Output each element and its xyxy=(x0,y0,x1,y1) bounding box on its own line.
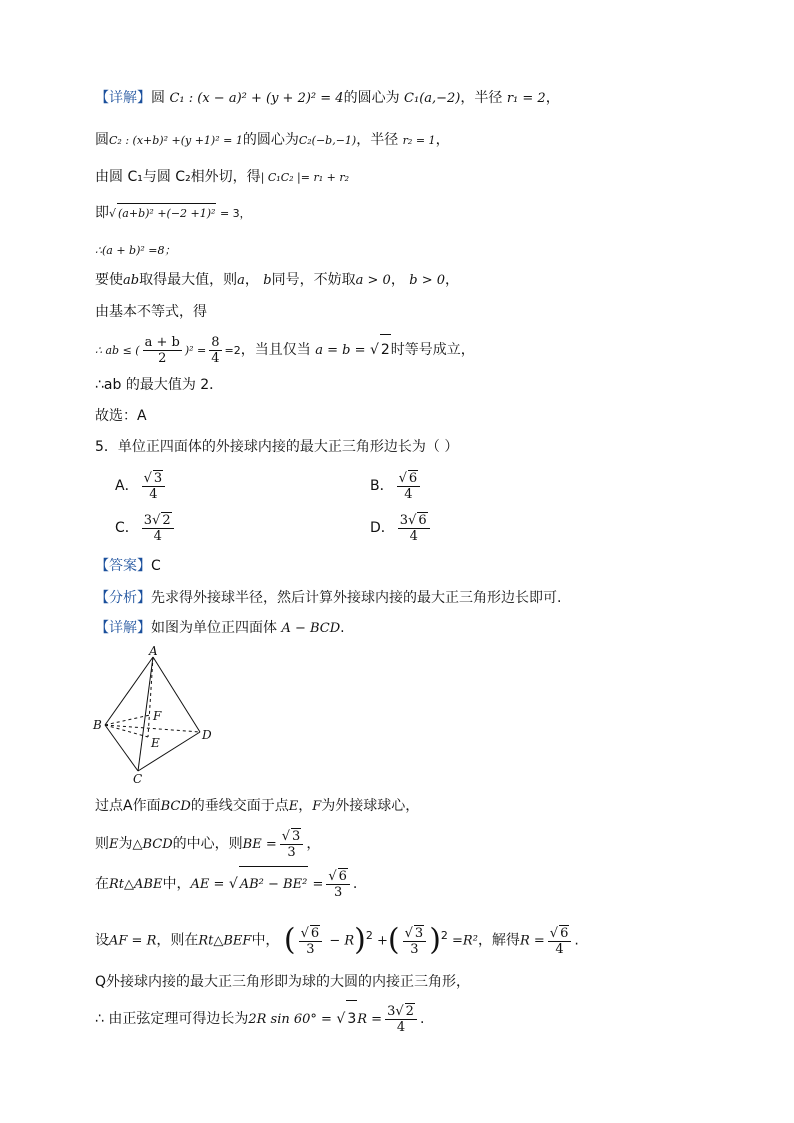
label-b: B xyxy=(93,718,102,732)
detail-line-2: 圆C₂ : (x+b)² +(y +1)² = 1的圆心为C₂(−b,−1)，半径 r₂ = 1， xyxy=(95,132,450,148)
solution-line-3: 在Rt△ABE中，AE = √ AB² − BE² = $\frac{√ 6}{3}$ . xyxy=(95,866,357,903)
detail-line-7: 由基本不等式，得 xyxy=(95,304,207,320)
detail-line-9: ∴ab 的最大值为 2． xyxy=(95,377,224,393)
detail-line-10: 故选：A xyxy=(95,408,147,424)
label-f: F xyxy=(153,709,162,723)
option-c[interactable]: C． $\frac{3√ 2}{4}$ xyxy=(115,512,177,544)
detail-line-3: 由圆 C₁与圆 C₂相外切，得| C₁C₂ |= r₁ + r₂ xyxy=(95,169,350,185)
solution-line-2: 则E为△BCD的中心，则BE = $\frac{√ 3}{3}$ ， xyxy=(95,829,321,860)
detail-line-4: 即√ (a+b)² +(−2 +1)² = 3， xyxy=(95,203,251,224)
detail-tag: 【详解】 xyxy=(95,90,151,106)
segment-bf xyxy=(105,715,150,725)
detail-line-1: 【详解】圆 C₁ : (x − a)² + (y + 2)² = 4的圆心为 C₁(a,−2)，半径 r₁ = 2， xyxy=(95,90,560,106)
detail-line-8: ∴ ab ≤ ( $\frac{a + b}{2}$ )² = $\frac{8}{4}$ =2，当且仅当 a = b = √ 2时等号成立， xyxy=(95,334,475,366)
edge-cd xyxy=(138,732,200,771)
edge-ac xyxy=(138,657,153,771)
detail-line-6: 要使ab取得最大值，则a， b同号，不妨取a > 0， b > 0， xyxy=(95,272,460,288)
solution-line-1: 过点A作面BCD的垂线交面于点E，F为外接球球心， xyxy=(95,798,420,814)
label-d: D xyxy=(202,728,212,742)
tetrahedron-figure xyxy=(90,645,220,785)
label-e: E xyxy=(151,736,160,750)
solution-line-4: 设AF = R，则在Rt△BEF中， ( $\frac{√ 6}{3}$ − R)$^2$ +( $\frac{√ 3}{3}$ )$^2$ =R²，解得R = $\frac{√ 6}{4}$ . xyxy=(95,922,579,958)
detail2-line: 【详解】如图为单位正四面体 A − BCD. xyxy=(95,620,345,636)
detail-line-5: ∴(a + b)² =8； xyxy=(95,244,176,257)
label-a: A xyxy=(149,645,158,658)
answer-tag: 【答案】 xyxy=(95,558,151,574)
label-c: C xyxy=(133,772,143,785)
analysis-tag: 【分析】 xyxy=(95,590,151,606)
solution-line-5: Q外接球内接的最大正三角形即为球的大圆的内接正三角形， xyxy=(95,974,471,990)
analysis-line: 【分析】先求得外接球半径，然后计算外接球内接的最大正三角形边长即可. xyxy=(95,590,562,606)
answer-line: 【答案】C xyxy=(95,558,161,574)
option-a[interactable]: A． $\frac{√ 3}{4}$ xyxy=(115,470,168,502)
option-d[interactable]: D． $\frac{3√ 6}{4}$ xyxy=(370,512,433,544)
edge-bc xyxy=(105,725,138,771)
option-b[interactable]: B． $\frac{√ 6}{4}$ xyxy=(370,470,423,502)
question-5: 5．单位正四面体的外接球内接的最大正三角形边长为（ ） xyxy=(95,439,459,455)
detail-tag-2: 【详解】 xyxy=(95,620,151,636)
segment-ae xyxy=(148,657,153,737)
solution-line-6: ∴ 由正弦定理可得边长为2R sin 60° = √ 3R = $\frac{3√ 2}{4}$ . xyxy=(95,1000,424,1038)
segment-be xyxy=(105,725,148,737)
